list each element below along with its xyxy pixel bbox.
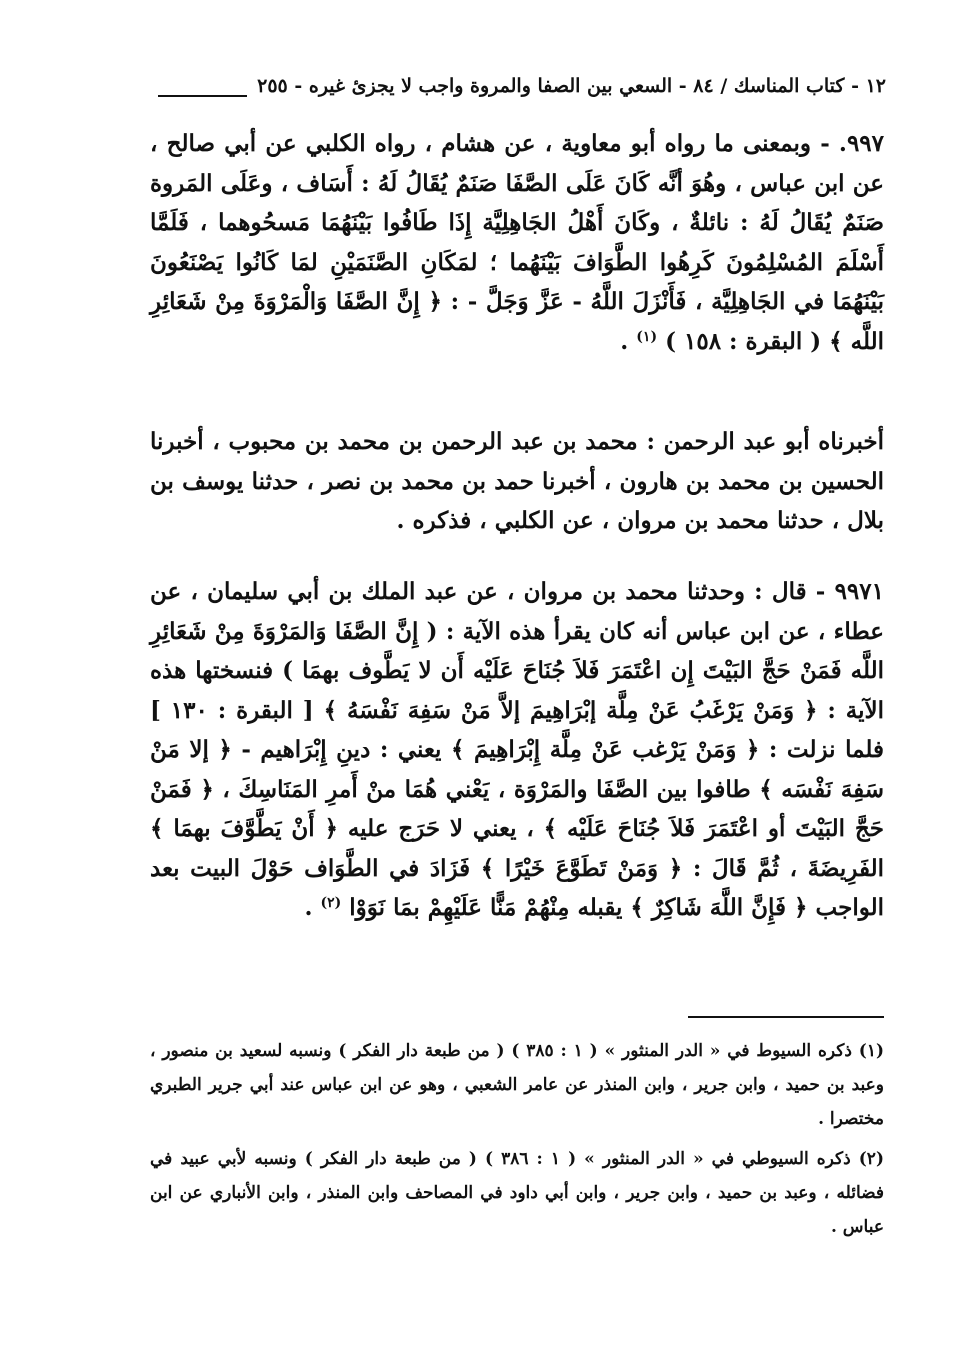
running-header [158, 66, 886, 106]
hadith-9971-end: . [304, 894, 313, 921]
hadith-9970-text: ٩٩٧. - وبمعنى ما رواه أبو معاوية ، عن هشام ، رواه الكلبي عن أبي صالح ، عن ابن عباس ، وهُوَ أنَّه كَانَ عَلَى الصَّفَا صَنَمٌ يُقَالُ لَهُ : أَسَاف ، وعَلَى المَروة صَنَمٌ يُقَالُ لَهُ : نائلةٌ ، وكَانَ أَهْلُ الجَاهِلِيَّة إِذَا طَافُوا بَيْنَهُمَا مَسحُوهما ، فَلَمَّا أَسْلَمَ المُسْلِمُونَ كَرِهُوا الطَّوَافَ بَيْنَهُما ؛ لمَكَانِ الصَّنَمَيْنِ لمَا كَانُوا يَصْنَعُونَ بَيْنَهُمَا في الجَاهِلِيَّة ، فَأَنْزَلَ اللَّهُ - عَزَّ وَجَلَّ - : ﴿ إِنَّ الصَّفَا وَالْمَرْوَةَ مِنْ شَعَائِرِ اللَّه ﴾ ( البقرة : ١٥٨ ) [150, 130, 884, 355]
header-rule [158, 95, 247, 97]
running-head-text: ١٢ - كتاب المناسك / ٨٤ - السعي بين الصفا والمروة واجب لا يجزئ غيره - ٢٥٥ [257, 75, 886, 97]
footnote-2: (٢) ذكره السيوطي في « الدر المنثور » ( ١ : ٣٨٦ ) ( من طبعة دار الفكر ) ونسبه لأبي عبيد في فضائله ، وعبد بن حميد ، وابن جرير ، وابن أبي داود في المصاحف وابن المنذر ، وابن الأنباري عن ابن عباس . [150, 1149, 884, 1237]
footnote-1: (١) ذكره السيوط في « الدر المنثور » ( ١ : ٣٨٥ ) ( من طبعة دار الفكر ) ونسبه لسعيد بن منصور ، وعبد بن حميد ، وابن جرير ، وابن المنذر عن عامر الشعبي ، وهو عن ابن عباس عند أبي جرير الطبري مختصرا . [150, 1041, 884, 1129]
hadith-9971 [150, 572, 884, 932]
hadith-9971-text: ٩٩٧١ - قال : وحدثنا محمد بن مروان ، عن عبد الملك بن أبي سليمان ، عن عطاء ، عن ابن عباس أنه كان يقرأ هذه الآية : ( إِنَّ الصَّفَا وَالمَرْوَةَ مِنْ شَعَائِرِ اللَّه فَمَنْ حَجَّ البَيْتَ إِن اعْتَمَرَ فَلاَ جُنَاحَ عَلَيْه أَن لا يَطَّوف بهمَا ) فنسختها هذه الآية : ﴿ وَمَنْ يَرْغَبُ عَنْ مِلَّة إبْرَاهِيمَ إلاَّ مَنْ سَفِهَ نَفْسَهُ ﴾ [ البقرة : ١٣٠ ] فلما نزلت : ﴿ وَمَنْ يَرْغب عَنْ مِلَّة إِبْرَاهِيمَ ﴾ يعني : دينِ إِبْرَاهيم - ﴿ إلا مَنْ سَفِهَ نَفْسَه ﴾ طافوا بين الصَّفَا والمَرْوَة ، يَعْني هُمَا منْ أَمرِ المَنَاسِكَ ، ﴿ فَمَنْ حَجَّ البَيْتَ أو اعْتَمَرَ فَلاَ جُنَاحَ عَلَيْه ﴾ ، يعني لا حَرَج عليه ﴿ أَنْ يَطَّوَّفَ بهمَا ﴾ الفَرِيضَةَ ، ثُمَّ قَالَ : ﴿ وَمَنْ تَطَوَّعَ خَيْرًا ﴾ فَزَادَ في الطَّوَاف حَوْلَ البيت بعد الواجب ﴿ فَإِنَّ اللَّهَ شَاكِرٌ ﴾ يقبله مِنْهُمْ مَنًّا عَلَيْهِمْ بمَا نَوَوْا [150, 578, 885, 921]
hadith-9970 [150, 124, 884, 365]
isnad-text: أخبرناه أبو عبد الرحمن : محمد بن عبد الرحمن بن محمد بن محبوب ، أخبرنا الحسين بن محمد بن هارون ، أخبرنا حمد بن محمد بن نصر ، حدثنا يوسف بن بلال ، حدثنا محمد بن مروان ، عن الكلبي ، فذكره . [150, 428, 884, 534]
hadith-9970-end: . [620, 327, 629, 355]
footnote-ref-2: (٢) [320, 895, 342, 911]
isnad-paragraph [150, 422, 884, 541]
footnote-separator [688, 1016, 884, 1018]
footnote-ref-1: (١) [636, 328, 658, 345]
footnotes [150, 1034, 884, 1250]
